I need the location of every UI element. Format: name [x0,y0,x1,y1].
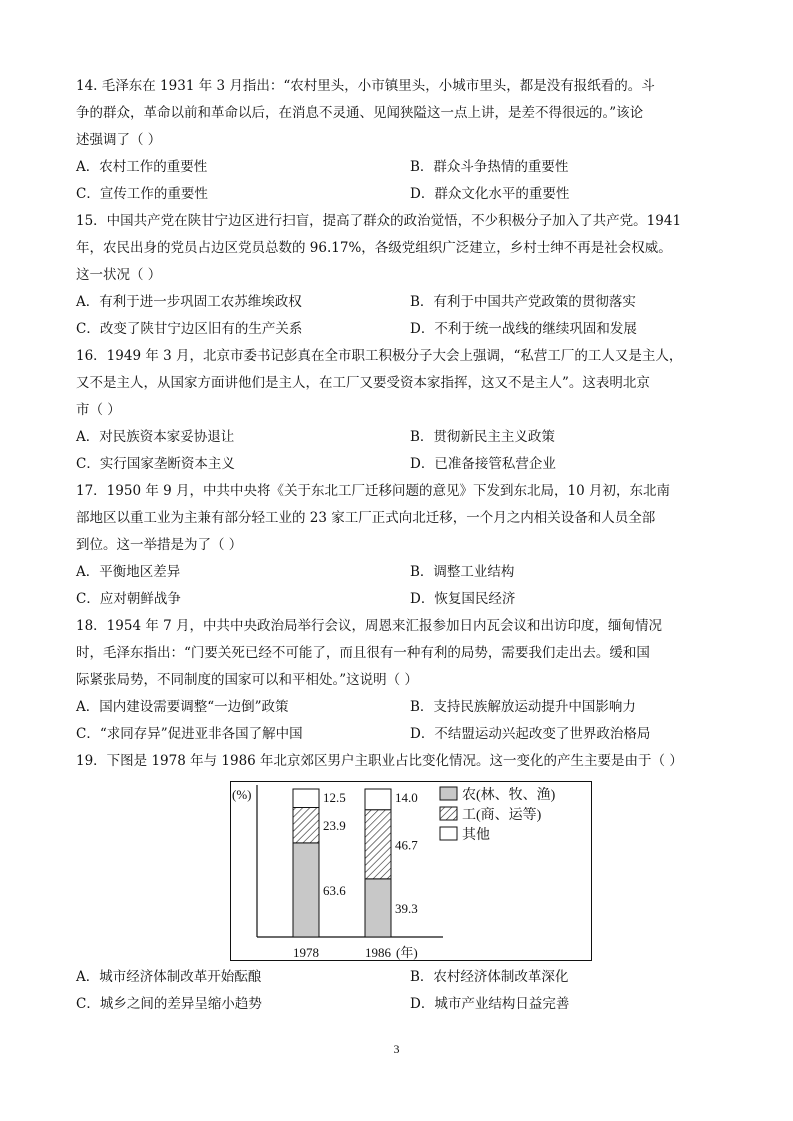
question-16-option-a: A．对民族资本家妥协退让 [76,429,235,445]
data-label-1986-series-0: 39.3 [395,900,418,916]
question-16-line-3: 市（ ） [76,402,121,418]
question-18-option-c: C．“求同存异”促进亚非各国了解中国 [76,726,303,742]
x-axis-label: (年) [396,945,418,960]
question-19-line-1: 19．下图是 1978 年与 1986 年北京郊区男户主职业占比变化情况。这一变化的产生主要是由于（ ） [76,753,683,769]
question-18-line-1: 18．1954 年 7 月，中共中央政治局举行会议，周恩来汇报参加日内瓦会议和出访印度，缅甸情况 [76,618,662,634]
question-16-option-b: B．贯彻新民主主义政策 [410,429,555,445]
legend-label-0: 农(林、牧、渔) [462,788,556,803]
x-tick-label-1978: 1978 [293,945,319,960]
data-label-1978-series-0: 63.6 [323,882,346,898]
data-label-1986-series-1: 46.7 [395,837,418,853]
question-15-line-2: 年，农民出身的党员占边区党员总数的 96.17%，各级党组织广泛建立，乡村士绅不再是社会权威。 [76,240,672,256]
question-17-option-d: D．恢复国民经济 [410,591,516,607]
question-17-option-c: C．应对朝鲜战争 [76,591,181,607]
question-18-line-3: 际紧张局势，不同制度的国家可以和平相处。”这说明（ ） [76,672,418,688]
legend-label-2: 其他 [462,828,490,843]
question-16-line-2: 又不是主人，从国家方面讲他们是主人，在工厂又要受资本家指挥，这又不是主人”。这表明北京 [76,375,650,391]
question-15-line-1: 15．中国共产党在陕甘宁边区进行扫盲，提高了群众的政治觉悟，不少积极分子加入了共产党。1941 [76,213,682,229]
question-14-line-1: 14. 毛泽东在 1931 年 3 月指出：“农村里头，小市镇里头，小城市里头，都是没有报纸看的。斗 [76,78,655,94]
question-17-line-1: 17．1950 年 9 月，中共中央将《关于东北工厂迁移问题的意见》下发到东北局，10 月初，东北南 [76,483,670,499]
question-18-option-d: D．不结盟运动兴起改变了世界政治格局 [410,726,651,742]
question-16-line-1: 16．1949 年 3 月，北京市委书记彭真在全市职工积极分子大会上强调，“私营工厂的工人又是主人， [76,348,683,364]
bar-1978-series-0 [293,843,319,937]
question-17-line-3: 到位。这一举措是为了（ ） [76,537,243,553]
legend-label-1: 工(商、运等) [462,808,542,823]
y-axis-label: (%) [232,787,252,802]
data-label-1978-series-1: 23.9 [323,818,346,834]
question-15-option-a: A．有利于进一步巩固工农苏维埃政权 [76,294,302,310]
x-tick-label-1986: 1986 [365,945,391,960]
question-14-option-a: A．农村工作的重要性 [76,159,208,175]
question-14-option-b: B．群众斗争热情的重要性 [410,159,569,175]
question-15-option-d: D．不利于统一战线的继续巩固和发展 [410,321,637,337]
question-14-option-c: C．宣传工作的重要性 [76,186,208,202]
question-19-option-a: A．城市经济体制改革开始酝酿 [76,969,262,985]
question-16-option-d: D．已准备接管私营企业 [410,456,556,472]
data-label-1978-series-2: 12.5 [323,790,346,805]
question-18-option-b: B．支持民族解放运动提升中国影响力 [410,699,636,715]
question-14-line-2: 争的群众，革命以前和革命以后，在消息不灵通、见闻狭隘这一点上讲，是差不得很远的。”该论 [76,105,644,121]
question-16-option-c: C．实行国家垄断资本主义 [76,456,235,472]
bar-1978-series-1 [293,808,319,843]
question-15-line-3: 这一状况（ ） [76,267,162,283]
question-18-option-a: A．国内建设需要调整“一边倒”政策 [76,699,289,715]
question-17-option-a: A．平衡地区差异 [76,564,181,580]
legend-swatch-2 [440,827,457,840]
question-17-option-b: B．调整工业结构 [410,564,515,580]
question-18-line-2: 时，毛泽东指出：“门要关死已经不可能了，而且很有一种有利的局势，需要我们走出去。缓和国 [76,645,650,661]
bar-1978-series-2 [293,789,319,808]
bar-1986-series-1 [365,810,391,879]
legend-swatch-1 [440,807,457,820]
question-14-option-d: D．群众文化水平的重要性 [410,186,570,202]
legend-swatch-0 [440,787,457,800]
page-number: 3 [393,1042,400,1056]
question-15-option-b: B．有利于中国共产党政策的贯彻落实 [410,294,636,310]
question-19-option-c: C．城乡之间的差异呈缩小趋势 [76,996,262,1012]
question-19-option-b: B．农村经济体制改革深化 [410,969,569,985]
occupation-stacked-bar-chart [230,781,592,961]
question-17-line-2: 部地区以重工业为主兼有部分轻工业的 23 家工厂正式向北迁移，一个月之内相关设备和人员全部 [76,510,656,526]
question-14-line-3: 述强调了（ ） [76,132,162,148]
question-15-option-c: C．改变了陕甘宁边区旧有的生产关系 [76,321,303,337]
question-19-option-d: D．城市产业结构日益完善 [410,996,570,1012]
bar-1986-series-0 [365,879,391,937]
data-label-1986-series-2: 14.0 [395,790,418,805]
bar-1986-series-2 [365,789,391,810]
